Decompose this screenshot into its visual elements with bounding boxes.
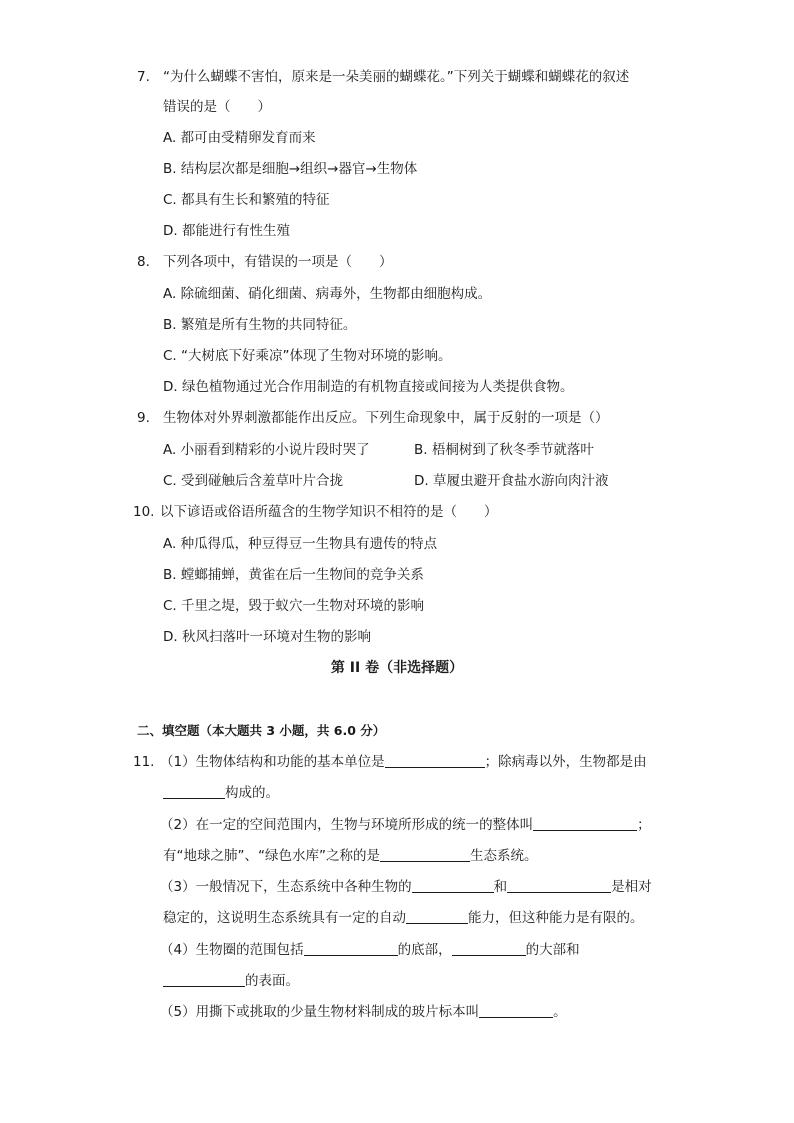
q11-p3-text-d: 稳定的，这说明生态系统具有一定的自动 xyxy=(163,910,406,926)
q11-p5-text-a: （5）用撕下或挑取的少量生物材料制成的玻片标本叫 xyxy=(160,1004,480,1020)
question-9-option-a: A. 小丽看到精彩的小说片段时哭了 xyxy=(163,442,370,458)
question-number-7: 7. xyxy=(137,69,150,85)
q11-p2-text-b: ； xyxy=(637,817,651,833)
question-11-part1-line2 xyxy=(163,784,279,802)
question-7-stem-line2: 错误的是（ ） xyxy=(163,99,271,115)
q11-p4-text-a: （4）生物圈的范围包括 xyxy=(160,942,304,958)
question-10-option-d: D. 秋风扫落叶一环境对生物的影响 xyxy=(163,629,371,645)
q11-p3-text-e: 能力，但这种能力是有限的。 xyxy=(468,910,644,926)
q11-p1-text-b: ；除病毒以外，生物都是由 xyxy=(484,754,647,770)
question-11-part2-line1 xyxy=(160,816,651,834)
question-10-option-a: A. 种瓜得瓜，种豆得豆一生物具有遗传的特点 xyxy=(163,536,438,552)
answer-blank-5[interactable] xyxy=(412,878,494,893)
question-8-option-b: B. 繁殖是所有生物的共同特征。 xyxy=(163,317,357,333)
question-11-part2-line2 xyxy=(163,847,537,865)
question-11-part5-line1 xyxy=(160,1003,567,1021)
question-number-9: 9. xyxy=(137,410,150,426)
question-10-stem: 以下谚语或俗语所蕴含的生物学知识不相符的是（ ） xyxy=(160,504,498,520)
question-8-option-c: C. “大树底下好乘凉”体现了生物对环境的影响。 xyxy=(163,348,452,364)
part-2-title: 第 II 卷（非选择题） xyxy=(330,660,464,676)
q11-p4-text-b: 的底部， xyxy=(397,942,452,958)
question-10-option-b: B. 螳螂捕蝉，黄雀在后一生物间的竞争关系 xyxy=(163,567,424,583)
question-7-option-d: D. 都能进行有性生殖 xyxy=(163,223,290,239)
answer-blank-6[interactable] xyxy=(507,878,611,893)
question-9-option-c: C. 受到碰触后含羞草叶片合拢 xyxy=(163,473,344,489)
question-7-stem-line1: “为什么蝴蝶不害怕，原来是一朵美丽的蝴蝶花。”下列关于蝴蝶和蝴蝶花的叙述 xyxy=(163,69,630,85)
answer-blank-4[interactable] xyxy=(380,847,470,862)
question-8-option-d: D. 绿色植物通过光合作用制造的有机物直接或间接为人类提供食物。 xyxy=(163,379,574,395)
q11-p4-text-d: 的表面。 xyxy=(245,973,299,989)
question-number-10: 10. xyxy=(133,504,155,520)
answer-blank-8[interactable] xyxy=(304,941,398,956)
question-8-stem: 下列各项中，有错误的一项是（ ） xyxy=(163,254,393,270)
q11-p2-text-d: 生态系统。 xyxy=(469,848,538,864)
question-10-option-c: C. 千里之堤，毁于蚁穴一生物对环境的影响 xyxy=(163,598,425,614)
question-number-8: 8. xyxy=(137,254,150,270)
question-9-stem: 生物体对外界刺激都能作出反应。下列生命现象中，属于反射的一项是（） xyxy=(163,410,609,426)
question-11-part1-line1 xyxy=(160,753,647,771)
section-2-heading: 二、填空题（本大题共 3 小题，共 6.0 分） xyxy=(137,723,386,738)
answer-blank-7[interactable] xyxy=(406,909,468,924)
question-7-option-c: C. 都具有生长和繁殖的特征 xyxy=(163,192,330,208)
q11-p3-text-c: 是相对 xyxy=(611,879,652,895)
q11-p1-text-c: 构成的。 xyxy=(225,785,279,801)
answer-blank-3[interactable] xyxy=(533,816,637,831)
question-9-option-b: B. 梧桐树到了秋冬季节就落叶 xyxy=(414,442,594,458)
question-7-option-a: A. 都可由受精卵发育而来 xyxy=(163,130,316,146)
question-11-part4-line1 xyxy=(160,941,580,959)
q11-p3-text-b: 和 xyxy=(493,879,508,895)
question-number-11: 11. xyxy=(133,754,155,770)
q11-p5-text-b: 。 xyxy=(553,1004,567,1020)
question-11-part3-line2 xyxy=(163,909,644,927)
q11-p2-text-a: （2）在一定的空间范围内，生物与环境所形成的统一的整体叫 xyxy=(160,817,534,833)
q11-p1-text-a: （1）生物体结构和功能的基本单位是 xyxy=(160,754,385,770)
answer-blank-10[interactable] xyxy=(163,972,245,987)
question-7-option-b: B. 结构层次都是细胞→组织→器官→生物体 xyxy=(163,161,418,177)
q11-p3-text-a: （3）一般情况下，生态系统中各种生物的 xyxy=(160,879,412,895)
answer-blank-11[interactable] xyxy=(479,1003,553,1018)
question-11-part3-line1 xyxy=(160,878,652,896)
answer-blank-2[interactable] xyxy=(163,784,225,799)
q11-p4-text-c: 的大部和 xyxy=(525,942,580,958)
q11-p2-text-c: 有“地球之肺”、“绿色水库”之称的是 xyxy=(163,848,380,864)
answer-blank-1[interactable] xyxy=(385,753,485,768)
question-11-part4-line2 xyxy=(163,972,299,990)
answer-blank-9[interactable] xyxy=(452,941,526,956)
question-9-option-d: D. 草履虫避开食盐水游向肉汁液 xyxy=(414,473,609,489)
question-8-option-a: A. 除硫细菌、硝化细菌、病毒外，生物都由细胞构成。 xyxy=(163,286,492,302)
